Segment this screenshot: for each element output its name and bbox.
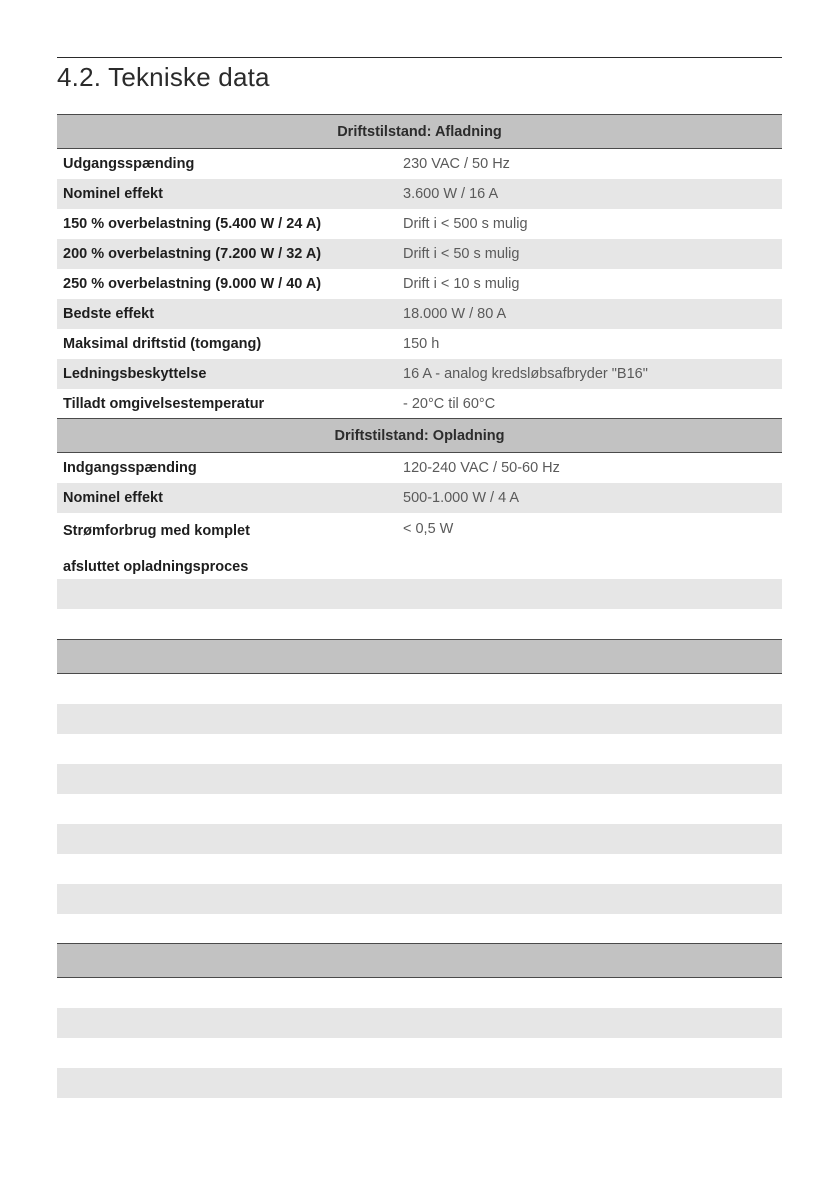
row-label: Tilladt omgivelsestemperatur bbox=[63, 396, 265, 412]
row-value: Drift i < 500 s mulig bbox=[403, 216, 528, 232]
empty-row bbox=[57, 734, 782, 764]
row-value: < 0,5 W bbox=[403, 521, 454, 537]
empty-row bbox=[57, 794, 782, 824]
empty-row bbox=[57, 704, 782, 734]
charge-header: Driftstilstand: Opladning bbox=[57, 418, 782, 453]
row-label: 150 % overbelastning (5.400 W / 24 A) bbox=[63, 216, 322, 232]
empty-row bbox=[57, 884, 782, 914]
row-value: 500-1.000 W / 4 A bbox=[403, 490, 520, 506]
empty-header bbox=[57, 943, 782, 978]
row-value: 150 h bbox=[403, 336, 440, 352]
row-label bbox=[57, 507, 403, 585]
empty-row bbox=[57, 609, 782, 639]
discharge-table bbox=[57, 114, 782, 419]
row-value: - 20°C til 60°C bbox=[403, 396, 496, 412]
row-value: 18.000 W / 80 A bbox=[403, 306, 507, 322]
row-label: Nominel effekt bbox=[63, 490, 163, 506]
row-label-line: afsluttet opladningsproces bbox=[63, 559, 249, 575]
discharge-header: Driftstilstand: Afladning bbox=[57, 114, 782, 149]
table-row bbox=[57, 269, 782, 299]
row-value: 3.600 W / 16 A bbox=[403, 186, 499, 202]
table-row bbox=[57, 513, 782, 579]
table-row bbox=[57, 299, 782, 329]
empty-row bbox=[57, 1008, 782, 1038]
row-label: Bedste effekt bbox=[63, 306, 155, 322]
row-value: Drift i < 10 s mulig bbox=[403, 276, 520, 292]
table-row bbox=[57, 453, 782, 483]
empty-table bbox=[57, 639, 782, 944]
row-label: 200 % overbelastning (7.200 W / 32 A) bbox=[63, 246, 322, 262]
table-row bbox=[57, 179, 782, 209]
empty-table bbox=[57, 943, 782, 1098]
row-label-line: Strømforbrug med komplet bbox=[63, 523, 250, 539]
section-title: 4.2. Tekniske data bbox=[57, 62, 270, 92]
empty-row bbox=[57, 674, 782, 704]
row-label: Maksimal driftstid (tomgang) bbox=[63, 336, 262, 352]
empty-row bbox=[57, 764, 782, 794]
empty-row bbox=[57, 854, 782, 884]
table-row bbox=[57, 239, 782, 269]
row-label: Ledningsbeskyttelse bbox=[63, 366, 207, 382]
table-row bbox=[57, 329, 782, 359]
row-value: Drift i < 50 s mulig bbox=[403, 246, 520, 262]
charge-table bbox=[57, 418, 782, 639]
row-label: Indgangsspænding bbox=[63, 460, 197, 476]
row-label: Nominel effekt bbox=[63, 186, 163, 202]
table-row bbox=[57, 389, 782, 419]
row-label: Udgangsspænding bbox=[63, 156, 195, 172]
table-row bbox=[57, 149, 782, 179]
row-value: 16 A - analog kredsløbsafbryder "B16" bbox=[403, 366, 648, 382]
empty-row bbox=[57, 1068, 782, 1098]
table-row bbox=[57, 209, 782, 239]
top-rule bbox=[57, 57, 782, 58]
row-label: 250 % overbelastning (9.000 W / 40 A) bbox=[63, 276, 322, 292]
empty-row bbox=[57, 978, 782, 1008]
row-value: 230 VAC / 50 Hz bbox=[403, 156, 510, 172]
empty-row bbox=[57, 914, 782, 944]
empty-row bbox=[57, 1038, 782, 1068]
empty-row bbox=[57, 824, 782, 854]
table-row bbox=[57, 359, 782, 389]
row-value: 120-240 VAC / 50-60 Hz bbox=[403, 460, 560, 476]
empty-header bbox=[57, 639, 782, 674]
